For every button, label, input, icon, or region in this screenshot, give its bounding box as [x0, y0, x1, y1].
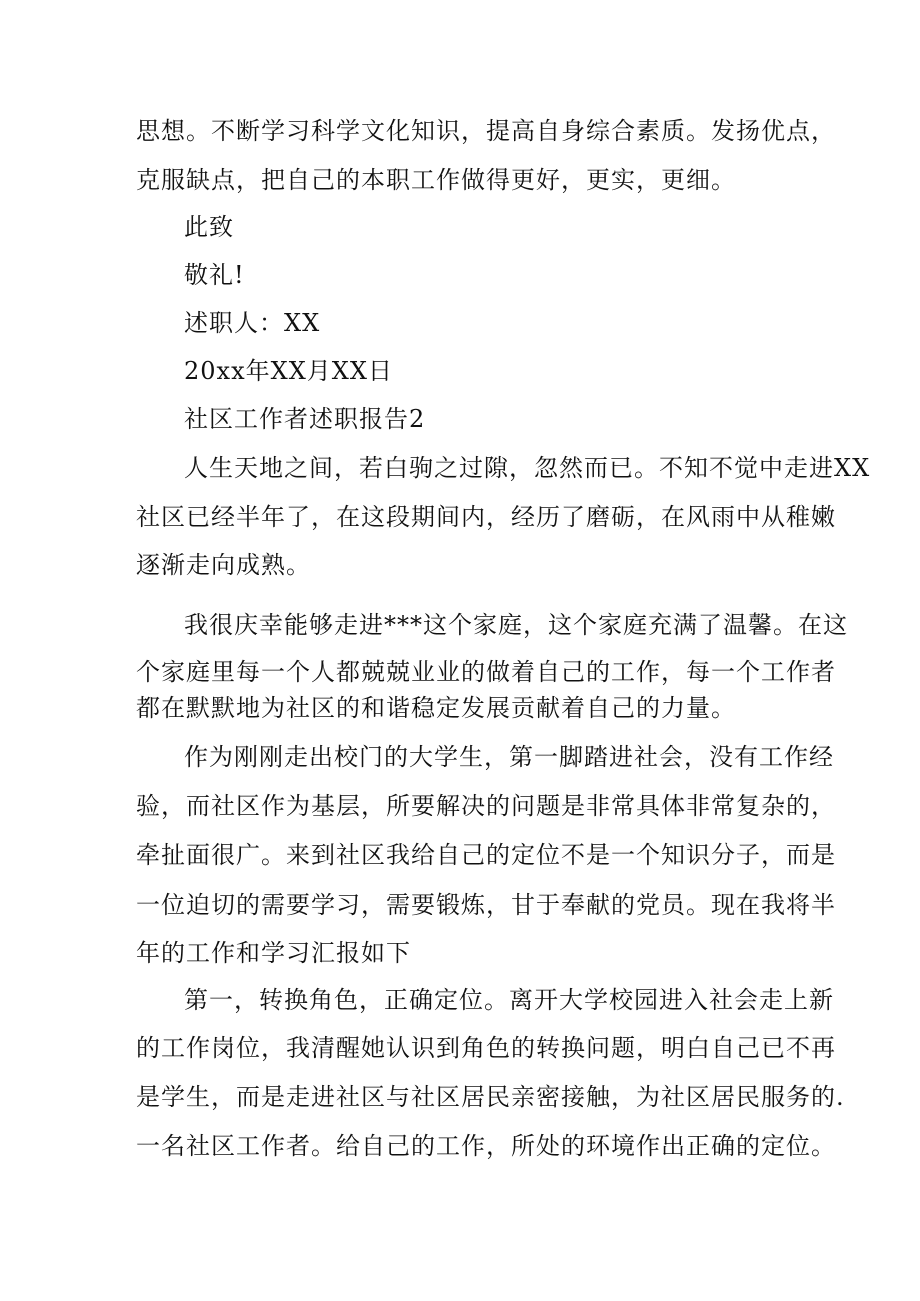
paragraph-line: 一名社区工作者。给自己的工作，所处的环境作出正确的定位。	[136, 1132, 836, 1160]
paragraph-line: 的工作岗位，我清醒她认识到角色的转换问题，明白自己已不再	[136, 1034, 836, 1062]
closing-respect: 敬礼!	[184, 261, 245, 289]
closing-salutation: 此致	[184, 213, 234, 241]
paragraph-line: 第一，转换角色，正确定位。离开大学校园进入社会走上新	[184, 986, 834, 1014]
paragraph-line: 逐渐走向成熟。	[136, 551, 311, 579]
paragraph-line: 个家庭里每一个人都兢兢业业的做着自己的工作，每一个工作者	[136, 658, 836, 686]
paragraph-line: 一位迫切的需要学习，需要锻炼，甘于奉献的党员。现在我将半	[136, 891, 836, 919]
reporter-signature: 述职人：XX	[184, 309, 321, 337]
paragraph-line: 是学生，而是走进社区与社区居民亲密接触，为社区居民服务的.	[136, 1083, 845, 1111]
paragraph-line: 人生天地之间，若白驹之过隙，忽然而已。不知不觉中走进XX	[184, 454, 871, 482]
paragraph-line: 我很庆幸能够走进***这个家庭，这个家庭充满了温馨。在这	[184, 611, 848, 639]
report-date: 20xx年XX月XX日	[184, 357, 393, 385]
paragraph-line: 克服缺点，把自己的本职工作做得更好，更实，更细。	[136, 166, 736, 194]
paragraph-line: 社区已经半年了，在这段期间内，经历了磨砺，在风雨中从稚嫩	[136, 503, 836, 531]
paragraph-line: 都在默默地为社区的和谐稳定发展贡献着自己的力量。	[136, 694, 736, 722]
paragraph-line: 验，而社区作为基层，所要解决的问题是非常具体非常复杂的，	[136, 792, 836, 820]
paragraph-line: 作为刚刚走出校门的大学生，第一脚踏进社会，没有工作经	[184, 743, 834, 771]
paragraph-line: 思想。不断学习科学文化知识，提高自身综合素质。发扬优点，	[136, 117, 836, 145]
section-title: 社区工作者述职报告2	[184, 405, 426, 433]
paragraph-line: 年的工作和学习汇报如下	[136, 939, 411, 967]
paragraph-line: 牵扯面很广。来到社区我给自己的定位不是一个知识分子，而是	[136, 841, 836, 869]
